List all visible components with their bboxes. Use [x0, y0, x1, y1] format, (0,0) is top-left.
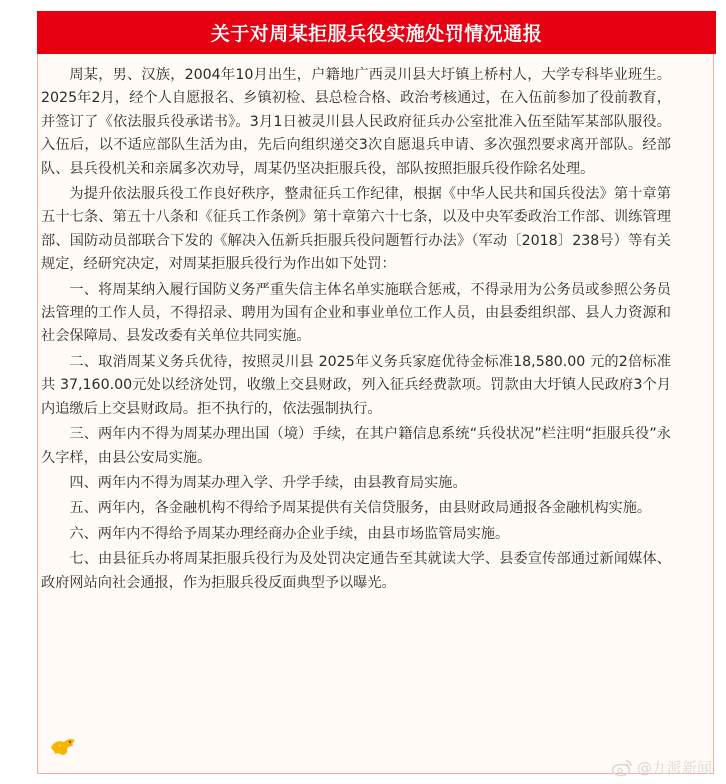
- paragraph-legal-basis: 为提升依法服兵役工作良好秩序，整肃征兵工作纪律，根据《中华人民共和国兵役法》第十章第五十七条、第五十八条和《征兵工作条例》第十章第六十七条，以及中央军委政治工作部、训练管理部、国防动员部联合下发的《解决入伍新兵拒服兵役问题暂行办法》（军动〔2018〕238号）等有关规定，经研究决定，对周某拒服兵役行为作出如下处罚：: [41, 186, 671, 273]
- paragraph-penalty-3: 三、两年内不得为周某办理出国（境）手续，在其户籍信息系统“兵役状况”栏注明“拒服兵役”永久字样，由县公安局实施。: [41, 426, 671, 466]
- notice-text: [41, 64, 671, 595]
- paragraph-background: 周某，男、汉族，2004年10月出生，户籍地广西灵川县大圩镇上桥村人，大学专科毕业班生。2025年2月，经个人自愿报名、乡镇初检、县总检合格、政治考核通过，在入伍前参加了役前教育，并签订了《依法服兵役承诺书》。3月1日被灵川县人民政府征兵办公室批准入伍至陆军某部队服役。入伍后，以不适应部队生活为由，先后向组织递交3次自愿退兵申请、多次强烈要求离开部队。经部队、县兵役机关和亲属多次劝导，周某仍坚决拒服兵役，部队按照拒服兵役作除名处理。: [41, 67, 671, 177]
- decorative-animal-icon: [48, 734, 78, 758]
- paragraph-penalty-7: 七、由县征兵办将周某拒服兵役行为及处罚决定通告至其就读大学、县委宣传部通过新闻媒体、政府网站向社会通报，作为拒服兵役反面典型予以曝光。: [41, 551, 671, 591]
- paragraph-penalty-1: 一、将周某纳入履行国防义务严重失信主体名单实施联合惩戒，不得录用为公务员或参照公务员法管理的工作人员，不得招录、聘用为国有企业和事业单位工作人员，由县委组织部、县人力资源和社会保障局、县发改委有关单位共同实施。: [41, 281, 671, 345]
- paragraph-penalty-4: 四、两年内不得为周某办理入学、升学手续，由县教育局实施。: [69, 474, 467, 491]
- notice-header: [37, 11, 716, 54]
- paragraph-penalty-6: 六、两年内不得给予周某办理经商办企业手续，由县市场监管局实施。: [69, 525, 510, 542]
- weibo-watermark: [611, 757, 712, 778]
- watermark-text: @九派新闻: [636, 759, 712, 777]
- paragraph-penalty-5: 五、两年内，各金融机构不得给予周某提供有关信贷服务，由县财政局通报各金融机构实施。: [69, 500, 652, 517]
- paragraph-penalty-2: 二、取消周某义务兵优待，按照灵川县 2025年义务兵家庭优待金标准18,580.00 元的2倍标准共 37,160.00元处以经济处罚，收缴上交县财政，列入征兵经费款项。罚款由大圩镇人民政府3个月内追缴后上交县财政局。拒不执行的，依法强制执行。: [41, 353, 671, 417]
- weibo-logo-icon: [611, 759, 633, 777]
- notice-title: 关于对周某拒服兵役实施处罚情况通报: [210, 23, 543, 45]
